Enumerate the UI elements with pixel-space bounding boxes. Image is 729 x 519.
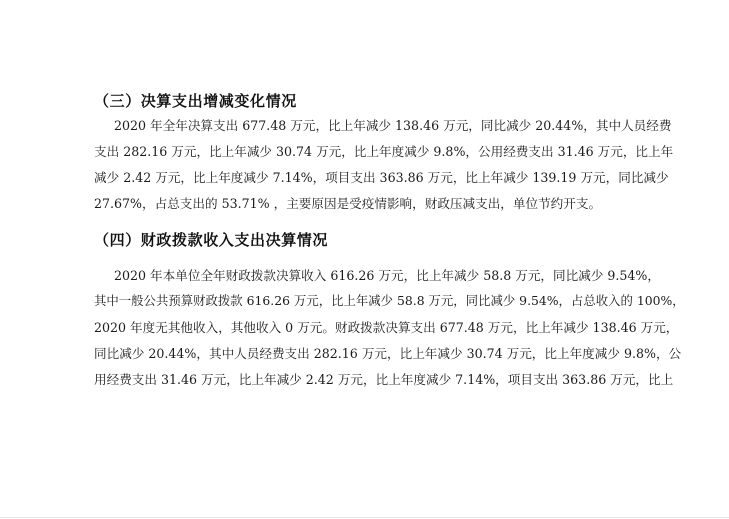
section-heading-fiscal-appropriation: （四）财政拨款收入支出决算情况 [94,231,329,249]
paragraph-line: 支出 282.16 万元，比上年减少 30.74 万元，比上年度减少 9.8%，公用经费支出 31.46 万元，比上年 [94,144,674,159]
page-bottom-edge [0,517,729,518]
paragraph-line: 2020 年度无其他收入，其他收入 0 万元。财政拨款决算支出 677.48 万元，比上年减少 138.46 万元， [94,320,679,335]
section-heading-expenditure-changes: （三）决算支出增减变化情况 [94,92,297,110]
paragraph-line: 减少 2.42 万元，比上年度减少 7.14%，项目支出 363.86 万元，比上年减少 139.19 万元，同比减少 [94,170,669,185]
paragraph-line: 2020 年全年决算支出 677.48 万元，比上年减少 138.46 万元，同比减少 20.44%，其中人员经费 [114,118,672,133]
paragraph-line: 2020 年本单位全年财政拨款决算收入 616.26 万元，比上年减少 58.8 万元，同比减少 9.54%， [114,268,660,283]
paragraph-line: 其中一般公共预算财政拨款 616.26 万元，比上年减少 58.8 万元，同比减少 9.54%，占总收入的 100%， [94,293,685,308]
paragraph-line: 用经费支出 31.46 万元，比上年减少 2.42 万元，比上年度减少 7.14%，项目支出 363.86 万元，比上 [94,372,674,387]
paragraph-line: 27.67%，占总支出的 53.71% ，主要原因是受疫情影响，财政压减支出，单位节约开支。 [94,196,602,211]
paragraph-line: 同比减少 20.44%，其中人员经费支出 282.16 万元，比上年减少 30.74 万元，比上年度减少 9.8%，公 [94,346,682,361]
